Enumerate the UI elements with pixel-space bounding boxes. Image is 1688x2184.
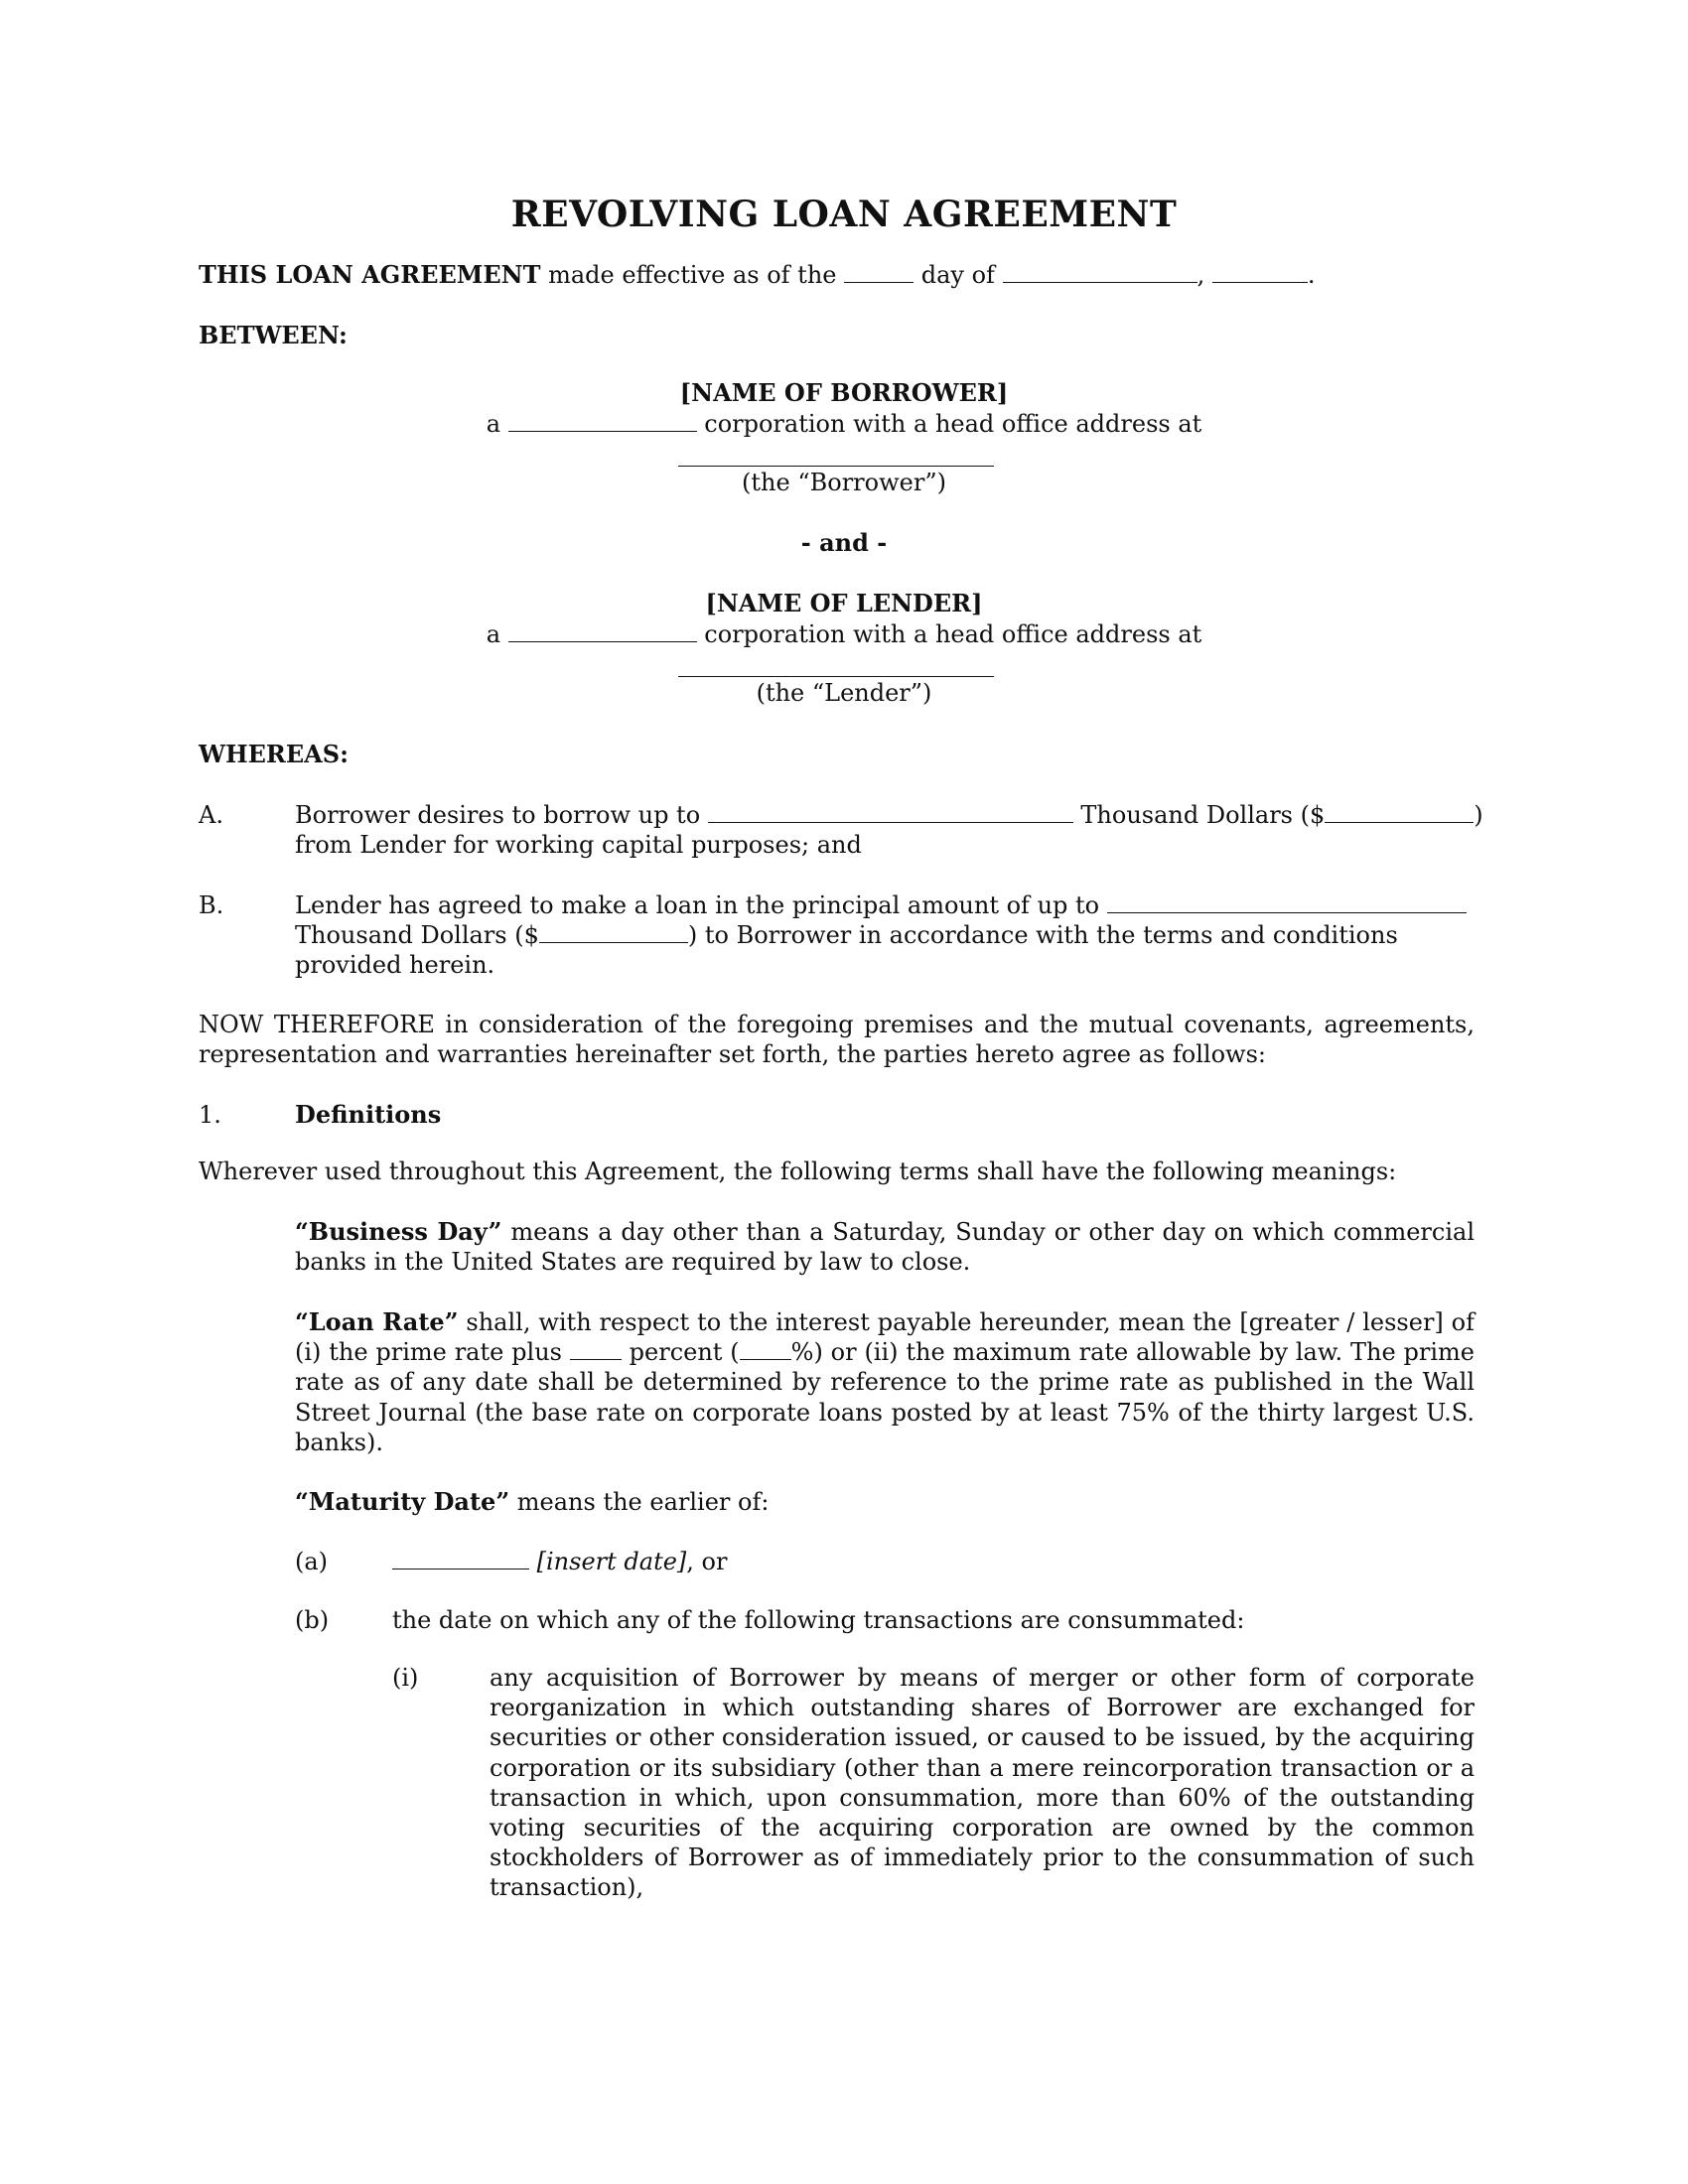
loan-amount-words-blank[interactable]	[1107, 890, 1467, 913]
term-loan-rate: “Loan Rate”	[295, 1307, 459, 1336]
term-business-day: “Business Day”	[295, 1217, 502, 1246]
definition-text: means a day other than a Saturday, Sunday or other day on which commercial banks in the United States are required by law to close.	[295, 1218, 1475, 1277]
definition-text: %) or (ii) the maximum rate allowable by law. The prime rate as of any date shall be determined by reference to the prime rate as published in the Wall Street Journal (the base rate on corporate loans posted by at least 75% of the thirty largest U.S. banks).	[295, 1338, 1476, 1456]
intro-text: day of	[914, 261, 1003, 289]
recital-b-line2	[295, 920, 1475, 950]
lender-name: [NAME OF LENDER]	[705, 589, 983, 617]
definition-text: means the earlier of:	[509, 1488, 770, 1516]
borrower-prefix: a	[486, 410, 508, 438]
lender-suffix: corporation with a head office address at	[696, 620, 1202, 648]
item-a-label: (a)	[295, 1548, 329, 1575]
borrower-name: [NAME OF BORROWER]	[679, 378, 1009, 407]
item-b-text: the date on which any of the following transactions are consummated:	[392, 1606, 1245, 1634]
definition-loan-rate	[295, 1307, 1475, 1457]
borrower-jurisdiction-blank[interactable]	[508, 409, 697, 432]
term-maturity-date: “Maturity Date”	[295, 1487, 510, 1516]
section-1-heading: Definitions	[295, 1100, 442, 1129]
definition-text: shall, with respect to the interest payable hereunder, mean the [greater / lesser] of (i) the prime rate plus	[295, 1308, 1476, 1367]
loan-amount-figures-blank[interactable]	[539, 920, 688, 943]
recital-b-line3: provided herein.	[295, 951, 495, 979]
intro-text: ,	[1196, 261, 1212, 289]
definitions-lead: Wherever used throughout this Agreement, the following terms shall have the following meanings:	[199, 1158, 1397, 1185]
intro-line	[199, 260, 1315, 290]
month-blank[interactable]	[1003, 260, 1197, 283]
lender-prefix: a	[486, 620, 508, 648]
intro-text: .	[1307, 261, 1316, 289]
prime-plus-percent-blank[interactable]	[740, 1337, 791, 1360]
recital-b-line1	[295, 890, 1475, 920]
amount-figures-blank[interactable]	[1325, 800, 1474, 823]
recital-a-text: Borrower desires to borrow up to Thousand Dollars ($ )	[295, 801, 1483, 829]
document-title: REVOLVING LOAN AGREEMENT	[510, 194, 1178, 235]
intro-text: made effective as of the	[540, 261, 845, 289]
item-b-label: (b)	[295, 1606, 330, 1634]
between-label: BETWEEN:	[199, 321, 348, 349]
recital-b-text: Thousand Dollars ($	[295, 921, 539, 949]
day-blank[interactable]	[844, 260, 914, 283]
borrower-suffix: corporation with a head office address at	[696, 410, 1202, 438]
definition-business-day	[295, 1217, 1475, 1277]
lender-jurisdiction-blank[interactable]	[508, 619, 697, 642]
recital-a-line2: from Lender for working capital purposes; and	[295, 831, 862, 859]
and-separator: - and -	[800, 528, 888, 557]
borrower-address-blank[interactable]	[678, 466, 994, 467]
recital-b-text: ) to Borrower in accordance with the terms and conditions	[687, 921, 1398, 949]
definition-text: percent (	[621, 1338, 740, 1367]
maturity-date-blank[interactable]	[392, 1547, 529, 1570]
amount-words-blank[interactable]	[708, 800, 1073, 823]
section-1-number: 1.	[199, 1101, 221, 1129]
lender-address-blank[interactable]	[678, 676, 994, 677]
recital-a-label: A.	[199, 801, 223, 829]
borrower-corp-line	[0, 409, 1688, 439]
subitem-i-text: any acquisition of Borrower by means of merger or other form of corporate reorganization in which outstanding shares of Borrower are exchanged for securities or other consideration issued, or caused to be issued, by the acquiring corporation or its subsidiary (other than a mere reincorporation transaction or a transaction in which, upon consummation, more than 60% of the outstanding voting securities of the acquiring corporation are owned by the common stockholders of Borrower as of immediately prior to the consummation of such transaction),	[490, 1664, 1475, 1902]
year-blank[interactable]	[1212, 260, 1308, 283]
subitem-i-label: (i)	[392, 1664, 419, 1692]
insert-date-placeholder: [insert date]	[536, 1548, 687, 1575]
now-therefore-paragraph: NOW THEREFORE in consideration of the foregoing premises and the mutual covenants, agreements, representation and warranties hereinafter set forth, the parties hereto agree as follows:	[199, 1011, 1475, 1069]
definition-maturity-date	[295, 1487, 769, 1517]
item-a-suffix: , or	[686, 1548, 728, 1575]
recital-b-label: B.	[199, 891, 224, 919]
borrower-defined: (the “Borrower”)	[742, 469, 946, 496]
recital-b-text: Lender has agreed to make a loan in the principal amount of up to	[295, 891, 1107, 919]
item-a-text	[392, 1547, 727, 1576]
prime-plus-words-blank[interactable]	[570, 1337, 622, 1360]
recital-a-line1	[295, 800, 1483, 830]
lender-corp-line	[0, 619, 1688, 649]
intro-bold-lead: THIS LOAN AGREEMENT	[199, 260, 541, 289]
lender-defined: (the “Lender”)	[756, 679, 932, 707]
whereas-label: WHEREAS:	[199, 740, 349, 768]
